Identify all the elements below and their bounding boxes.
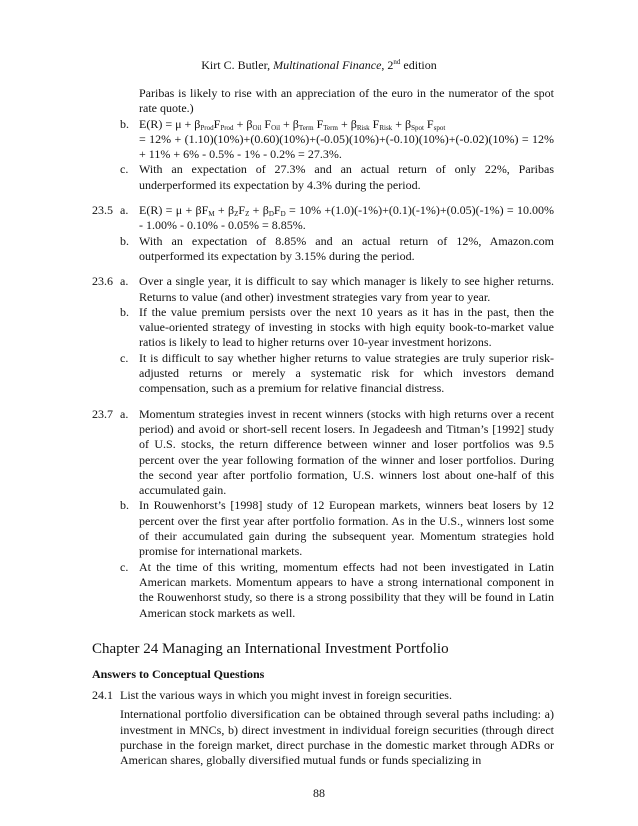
question-24-1 xyxy=(92,688,554,703)
item-letter: a. xyxy=(120,274,129,289)
item-text: Momentum strategies invest in recent winners (stocks with high returns over a recent period) and avoid or short-sell recent losers. In Jegadeesh and Titman’s [1992] study of U.S. stocks, the return difference between winner and loser portfolios was 9.5 percent over the year following formation of the winner and loser portfolios. During the second year after portfolio formation, U.S. winners lost about one-half of this accumulated gain. xyxy=(139,406,554,498)
section-heading: Answers to Conceptual Questions xyxy=(92,666,265,681)
formula-block xyxy=(139,117,554,163)
header-edition: , 2 xyxy=(381,58,394,72)
answer-23-6-b xyxy=(92,305,554,351)
item-letter: a. xyxy=(120,406,129,421)
item-text: Over a single year, it is difficult to say which manager is likely to see higher returns. Returns to value (and other) investment strategies vary from year to year. xyxy=(139,274,554,304)
question-number: 23.7 xyxy=(92,406,113,421)
question-number: 24.1 xyxy=(92,688,113,703)
item-letter: c. xyxy=(120,350,129,365)
running-header xyxy=(0,58,638,73)
item-text: With an expectation of 8.85% and an actual return of 12%, Amazon.com outperformed its expectation by 3.15% during the period. xyxy=(139,233,554,263)
item-letter: a. xyxy=(120,203,129,218)
formula-calculation: = 12% + (1.10)(10%)+(0.60)(10%)+(-0.05)(10%)+(-0.10)(10%)+(-0.02)(10%) = 12% + 11% + 6% - 0.5% - 1% - 0.2% = 27.3%. xyxy=(139,131,554,162)
question-number: 23.6 xyxy=(92,274,113,289)
answer-23-5-b xyxy=(92,234,554,265)
answer-23-7-b xyxy=(92,498,554,559)
page-number: 88 xyxy=(313,786,325,800)
item-letter: b. xyxy=(120,304,129,319)
answer-paragraph: International portfolio diversification can be obtained through several paths including: a) investment in MNCs, b) direct investment in individual foreign securities (through direct purchase in the foreign market, direct purchase in the domestic market through ADRs or American shares, globally diversified mutual funds or funds specializing in xyxy=(120,707,554,768)
answer-23-6-c xyxy=(92,351,554,397)
item-letter: b. xyxy=(120,116,129,131)
answer-23-4-c xyxy=(92,162,554,193)
item-letter: c. xyxy=(120,162,129,177)
answer-23-5-a xyxy=(92,203,554,234)
factor-model-formula: $E(R) = \mu + \beta_{Prod}F_{Prod} + \beta_{Oil}$ $F_{Oil} + \beta_{Term}$ $F_{Term} + \beta_{Risk}$ $F_{Risk} + \beta_{Spot}$ $F_{spot}$ xyxy=(139,116,446,132)
item-letter: b. xyxy=(120,498,129,513)
continued-paragraph: Paribas is likely to rise with an appreciation of the euro in the numerator of the spot rate quote.) xyxy=(139,86,554,116)
item-letter: c. xyxy=(120,559,129,574)
header-book-title: Multinational Finance xyxy=(273,58,382,72)
item-text: If the value premium persists over the next 10 years as it has in the past, then the value-oriented strategy of investing in stocks with high equity book-to-market value ratios is likely to lead to higher returns over 10-year investment horizons. xyxy=(139,304,554,350)
answer-23-4-b xyxy=(92,117,554,163)
item-text: At the time of this writing, momentum effects had not been investigated in Latin American markets. Momentum appears to have a strong international component in the Rouwenhorst study, so there is a strong possibility that they will be found in Latin American stock markets as well. xyxy=(139,559,554,620)
header-author: Kirt C. Butler, xyxy=(201,58,274,72)
item-text: With an expectation of 27.3% and an actual return of only 22%, Paribas underperformed its expectation by 4.3% during the period. xyxy=(139,162,554,192)
formula-calculation: $E(R) = \mu + \beta F_M + \beta_ZF_Z + \beta_DF_D = 10\% +(1.0)(-1\%)+(0.1)(-1\%)+(0.05)(-1\%) = 10.00\% - 1.00\% - 0.10\% - 0.05\% = 8.85\%$. xyxy=(139,203,555,233)
question-text: List the various ways in which you might invest in foreign securities. xyxy=(120,688,452,703)
answer-23-7-c xyxy=(92,560,554,621)
item-text: It is difficult to say whether higher returns to value strategies are truly superior risk-adjusted returns or merely a systematic risk for which investors demand compensation, such as a premium for relative financial distress. xyxy=(139,350,554,396)
chapter-title: Chapter 24 Managing an International Investment Portfolio xyxy=(92,640,449,657)
answer-23-7-a xyxy=(92,407,554,499)
page-body xyxy=(92,86,554,769)
answer-23-6-a xyxy=(92,274,554,305)
header-edition-tail: edition xyxy=(400,58,437,72)
question-number: 23.5 xyxy=(92,203,113,218)
header-edition-sup: nd xyxy=(393,58,401,66)
item-letter: b. xyxy=(120,233,129,248)
item-text: In Rouwenhorst’s [1998] study of 12 European markets, winners beat losers by 12 percent over the first year after portfolio formation. As in the U.S., winners lost some of their accumulated gain during the subsequent year. Momentum strategies hold promise for international markets. xyxy=(139,498,554,559)
